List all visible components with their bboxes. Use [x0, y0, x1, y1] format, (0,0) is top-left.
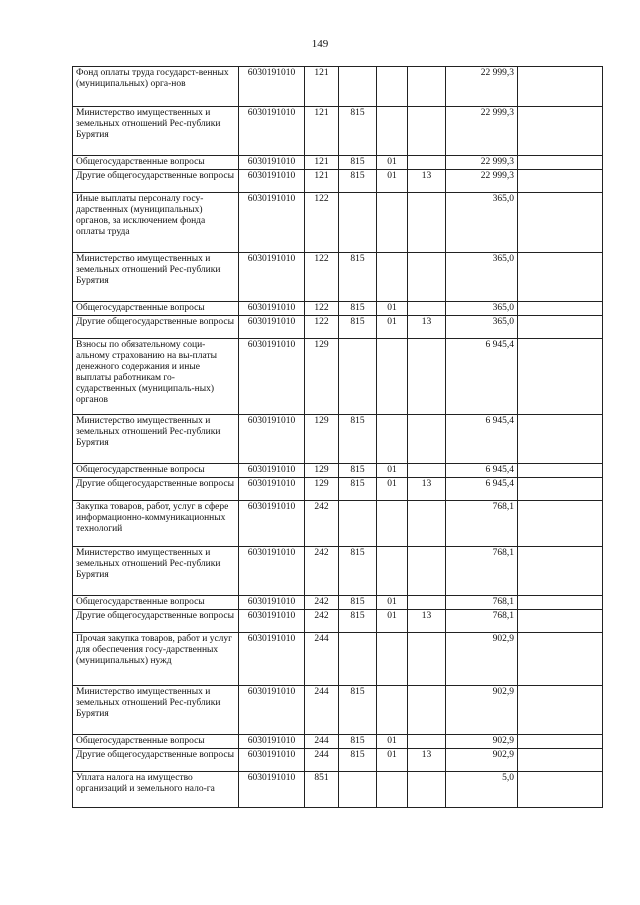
section-cell: [377, 501, 408, 547]
section-cell: 01: [377, 316, 408, 339]
extra-empty-cell: [518, 686, 603, 735]
extra-empty-cell: [518, 415, 603, 464]
expense-type-cell: 121: [305, 107, 339, 156]
amount-cell: 902,9: [446, 686, 518, 735]
budget-admin-cell: 815: [339, 170, 377, 193]
subsection-cell: [408, 253, 446, 302]
expense-type-cell: 129: [305, 464, 339, 478]
table-row: [73, 67, 603, 107]
subsection-cell: [408, 501, 446, 547]
extra-empty-cell: [518, 749, 603, 772]
table-row: [73, 415, 603, 464]
expense-type-cell: 122: [305, 302, 339, 316]
amount-cell: 902,9: [446, 735, 518, 749]
item-name-cell: Общегосударственные вопросы: [73, 156, 239, 170]
subsection-cell: 13: [408, 170, 446, 193]
budget-admin-cell: 815: [339, 107, 377, 156]
item-name-cell: Фонд оплаты труда государст-венных (муниципальных) орга-нов: [73, 67, 239, 107]
table-row: [73, 501, 603, 547]
expense-type-cell: 244: [305, 735, 339, 749]
subsection-cell: [408, 686, 446, 735]
item-name-cell: Министерство имущественных и земельных отношений Рес-публики Бурятия: [73, 547, 239, 596]
amount-cell: 768,1: [446, 501, 518, 547]
amount-cell: 6 945,4: [446, 478, 518, 501]
item-name-cell: Другие общегосударственные вопросы: [73, 749, 239, 772]
table-row: [73, 772, 603, 808]
budget-admin-cell: [339, 772, 377, 808]
subsection-cell: [408, 302, 446, 316]
section-cell: 01: [377, 170, 408, 193]
extra-empty-cell: [518, 735, 603, 749]
extra-empty-cell: [518, 772, 603, 808]
item-name-cell: Другие общегосударственные вопросы: [73, 170, 239, 193]
item-name-cell: Министерство имущественных и земельных отношений Рес-публики Бурятия: [73, 107, 239, 156]
subsection-cell: [408, 415, 446, 464]
expense-type-cell: 244: [305, 749, 339, 772]
target-article-cell: 6030191010: [239, 772, 305, 808]
budget-admin-cell: 815: [339, 464, 377, 478]
target-article-cell: 6030191010: [239, 316, 305, 339]
amount-cell: 6 945,4: [446, 339, 518, 415]
expense-type-cell: 244: [305, 633, 339, 686]
item-name-cell: Взносы по обязательному соци-альному страхованию на вы-платы денежного содержания и иные выплаты работникам го-сударственных (муниципаль-ных) органов: [73, 339, 239, 415]
extra-empty-cell: [518, 478, 603, 501]
section-cell: 01: [377, 302, 408, 316]
amount-cell: 6 945,4: [446, 464, 518, 478]
budget-admin-cell: 815: [339, 253, 377, 302]
amount-cell: 768,1: [446, 547, 518, 596]
budget-admin-cell: [339, 67, 377, 107]
table-row: [73, 156, 603, 170]
expense-type-cell: 121: [305, 170, 339, 193]
item-name-cell: Другие общегосударственные вопросы: [73, 610, 239, 633]
table-row: [73, 302, 603, 316]
item-name-cell: Общегосударственные вопросы: [73, 596, 239, 610]
budget-admin-cell: 815: [339, 316, 377, 339]
target-article-cell: 6030191010: [239, 193, 305, 253]
amount-cell: 902,9: [446, 749, 518, 772]
section-cell: [377, 547, 408, 596]
subsection-cell: [408, 193, 446, 253]
target-article-cell: 6030191010: [239, 415, 305, 464]
budget-admin-cell: 815: [339, 156, 377, 170]
table-row: [73, 478, 603, 501]
budget-admin-cell: 815: [339, 478, 377, 501]
amount-cell: 22 999,3: [446, 156, 518, 170]
target-article-cell: 6030191010: [239, 170, 305, 193]
section-cell: 01: [377, 749, 408, 772]
extra-empty-cell: [518, 156, 603, 170]
budget-admin-cell: [339, 501, 377, 547]
expense-type-cell: 242: [305, 596, 339, 610]
extra-empty-cell: [518, 464, 603, 478]
table-row: [73, 193, 603, 253]
budget-admin-cell: 815: [339, 302, 377, 316]
item-name-cell: Иные выплаты персоналу госу-дарственных (муниципальных) органов, за исключением фонда оплаты труда: [73, 193, 239, 253]
budget-admin-cell: 815: [339, 686, 377, 735]
extra-empty-cell: [518, 547, 603, 596]
table-row: [73, 547, 603, 596]
budget-admin-cell: 815: [339, 735, 377, 749]
section-cell: [377, 633, 408, 686]
expense-type-cell: 851: [305, 772, 339, 808]
target-article-cell: 6030191010: [239, 107, 305, 156]
subsection-cell: [408, 464, 446, 478]
budget-admin-cell: [339, 339, 377, 415]
amount-cell: 22 999,3: [446, 107, 518, 156]
table-row: [73, 749, 603, 772]
item-name-cell: Другие общегосударственные вопросы: [73, 478, 239, 501]
extra-empty-cell: [518, 302, 603, 316]
item-name-cell: Министерство имущественных и земельных отношений Рес-публики Бурятия: [73, 415, 239, 464]
extra-empty-cell: [518, 610, 603, 633]
section-cell: [377, 193, 408, 253]
target-article-cell: 6030191010: [239, 339, 305, 415]
expense-type-cell: 244: [305, 686, 339, 735]
section-cell: [377, 107, 408, 156]
section-cell: 01: [377, 596, 408, 610]
amount-cell: 365,0: [446, 253, 518, 302]
subsection-cell: [408, 633, 446, 686]
expense-type-cell: 121: [305, 156, 339, 170]
subsection-cell: 13: [408, 749, 446, 772]
expense-type-cell: 129: [305, 339, 339, 415]
expense-type-cell: 242: [305, 610, 339, 633]
extra-empty-cell: [518, 316, 603, 339]
expense-type-cell: 122: [305, 253, 339, 302]
section-cell: [377, 339, 408, 415]
section-cell: 01: [377, 464, 408, 478]
target-article-cell: 6030191010: [239, 501, 305, 547]
table-row: [73, 686, 603, 735]
item-name-cell: Министерство имущественных и земельных отношений Рес-публики Бурятия: [73, 686, 239, 735]
budget-admin-cell: 815: [339, 596, 377, 610]
table-row: [73, 735, 603, 749]
extra-empty-cell: [518, 107, 603, 156]
subsection-cell: 13: [408, 610, 446, 633]
extra-empty-cell: [518, 170, 603, 193]
item-name-cell: Прочая закупка товаров, работ и услуг для обеспечения госу-дарственных (муниципальных) нужд: [73, 633, 239, 686]
target-article-cell: 6030191010: [239, 478, 305, 501]
target-article-cell: 6030191010: [239, 749, 305, 772]
table-row: [73, 170, 603, 193]
amount-cell: 768,1: [446, 610, 518, 633]
section-cell: [377, 67, 408, 107]
section-cell: 01: [377, 156, 408, 170]
section-cell: [377, 772, 408, 808]
expense-type-cell: 122: [305, 316, 339, 339]
target-article-cell: 6030191010: [239, 253, 305, 302]
expense-type-cell: 129: [305, 415, 339, 464]
target-article-cell: 6030191010: [239, 596, 305, 610]
item-name-cell: Министерство имущественных и земельных отношений Рес-публики Бурятия: [73, 253, 239, 302]
item-name-cell: Другие общегосударственные вопросы: [73, 316, 239, 339]
subsection-cell: 13: [408, 316, 446, 339]
budget-table-body: [73, 67, 603, 808]
extra-empty-cell: [518, 596, 603, 610]
subsection-cell: [408, 596, 446, 610]
subsection-cell: [408, 735, 446, 749]
table-row: [73, 339, 603, 415]
table-row: [73, 316, 603, 339]
expense-type-cell: 121: [305, 67, 339, 107]
item-name-cell: Уплата налога на имущество организаций и земельного нало-га: [73, 772, 239, 808]
expense-type-cell: 242: [305, 547, 339, 596]
extra-empty-cell: [518, 67, 603, 107]
subsection-cell: [408, 107, 446, 156]
extra-empty-cell: [518, 253, 603, 302]
section-cell: [377, 253, 408, 302]
item-name-cell: Общегосударственные вопросы: [73, 464, 239, 478]
table-row: [73, 633, 603, 686]
amount-cell: 5,0: [446, 772, 518, 808]
target-article-cell: 6030191010: [239, 67, 305, 107]
extra-empty-cell: [518, 339, 603, 415]
table-row: [73, 610, 603, 633]
target-article-cell: 6030191010: [239, 302, 305, 316]
target-article-cell: 6030191010: [239, 547, 305, 596]
amount-cell: 22 999,3: [446, 170, 518, 193]
page-number: 149: [311, 38, 329, 50]
expense-type-cell: 129: [305, 478, 339, 501]
table-row: [73, 107, 603, 156]
expense-type-cell: 122: [305, 193, 339, 253]
item-name-cell: Общегосударственные вопросы: [73, 735, 239, 749]
section-cell: 01: [377, 735, 408, 749]
table-row: [73, 253, 603, 302]
target-article-cell: 6030191010: [239, 686, 305, 735]
amount-cell: 365,0: [446, 316, 518, 339]
section-cell: 01: [377, 478, 408, 501]
subsection-cell: [408, 156, 446, 170]
amount-cell: 6 945,4: [446, 415, 518, 464]
subsection-cell: [408, 339, 446, 415]
target-article-cell: 6030191010: [239, 156, 305, 170]
table-row: [73, 596, 603, 610]
budget-table: [72, 66, 603, 808]
extra-empty-cell: [518, 501, 603, 547]
section-cell: [377, 415, 408, 464]
expense-type-cell: 242: [305, 501, 339, 547]
subsection-cell: 13: [408, 478, 446, 501]
target-article-cell: 6030191010: [239, 735, 305, 749]
amount-cell: 22 999,3: [446, 67, 518, 107]
amount-cell: 365,0: [446, 302, 518, 316]
subsection-cell: [408, 772, 446, 808]
amount-cell: 768,1: [446, 596, 518, 610]
section-cell: [377, 686, 408, 735]
subsection-cell: [408, 547, 446, 596]
extra-empty-cell: [518, 193, 603, 253]
extra-empty-cell: [518, 633, 603, 686]
budget-admin-cell: [339, 193, 377, 253]
target-article-cell: 6030191010: [239, 610, 305, 633]
amount-cell: 365,0: [446, 193, 518, 253]
amount-cell: 902,9: [446, 633, 518, 686]
section-cell: 01: [377, 610, 408, 633]
budget-admin-cell: 815: [339, 610, 377, 633]
budget-admin-cell: 815: [339, 415, 377, 464]
table-row: [73, 464, 603, 478]
budget-admin-cell: 815: [339, 749, 377, 772]
item-name-cell: Общегосударственные вопросы: [73, 302, 239, 316]
target-article-cell: 6030191010: [239, 464, 305, 478]
budget-admin-cell: [339, 633, 377, 686]
subsection-cell: [408, 67, 446, 107]
target-article-cell: 6030191010: [239, 633, 305, 686]
item-name-cell: Закупка товаров, работ, услуг в сфере информационно-коммуникационных технологий: [73, 501, 239, 547]
budget-admin-cell: 815: [339, 547, 377, 596]
